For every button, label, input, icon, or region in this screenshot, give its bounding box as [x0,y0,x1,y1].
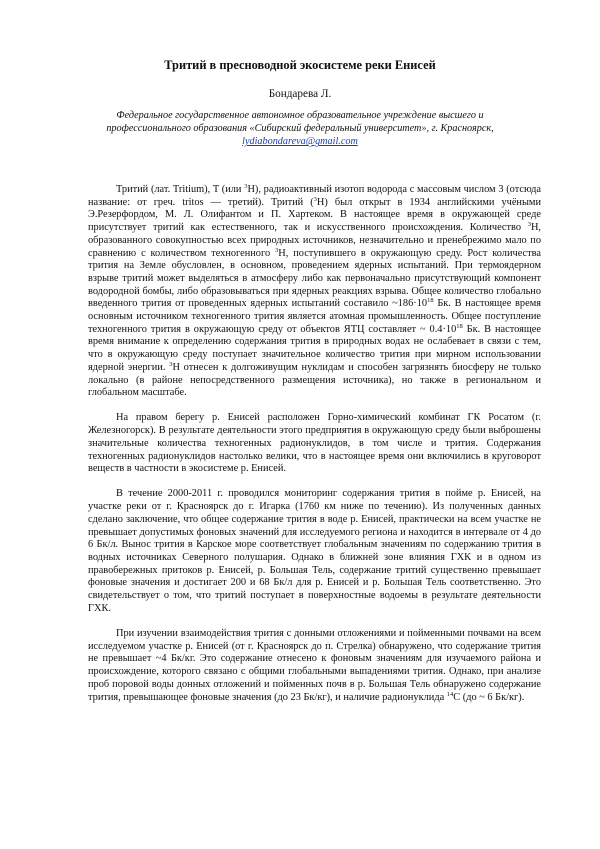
superscript: 3 [244,183,248,190]
paragraph-1 [88,184,541,400]
text-run: H, поступившего в окружающую среду. Рост количества трития на Земле обусловлен, в основном, проведением ядерных испытаний. При термоядерном взрыве тритий может выделяться в атмосферу либо как первоначально присутствующий компонент водородной бомбы, либо образовываться при ядерных реакциях взрыва. Общее количество глобально введенного трития от проведенных ядерных испытаний составило ~186·10 [88,247,541,310]
text-run: C (до ~ 6 Бк/кг). [453,691,525,703]
superscript: 3 [313,195,317,203]
text-run: Тритий (лат. Tritium), T (или [116,184,245,195]
author-email-link[interactable]: lydiabondareva@gmail.com [242,136,358,148]
superscript: 18 [456,322,463,330]
text-run: Бк. В настоящее время внимание к определению содержания трития в природных водах не ослабевает в связи с тем, что в окружающую среду поступает значительное количество трития при мирном использовании ядерной энергии. [88,323,541,373]
text-run: При изучении взаимодействия трития с донными отложениями и пойменными почвами на всем исследуемом участке р. Енисей (от г. Красноярск до п. Стрелка) обнаружено, что содержание трития не превышает ~4 Бк/кг. Это содержание отнесено к фоновым значениям для изучаемого района и происхождение, которого связано с общими глобальными выпадениями трития. Однако, при анализе проб поровой воды донных отложений и пойменных почв в р. Большая Тель обнаружено содержание трития, превышающее фоновые значения (до 23 Бк/кг), и наличие радионуклида [88,628,541,703]
text-run: Бк. В настоящее время основным источником техногенного трития является атомная промышленность. Общее поступление техногенного трития в окружающую среду от объектов ЯТЦ составляет ~ 0.4·10 [88,298,542,335]
paragraph-4 [88,628,541,704]
superscript: 14 [446,690,454,698]
affiliation-line-1: Федеральное государственное автономное образовательное учреждение высшего и [116,110,484,121]
paragraph-2: На правом берегу р. Енисей расположен Горно-химический комбинат ГК Росатом (г. Железногорск). В результате деятельности этого предприятия в окружающую среду были выброшены значительные количества техногенных радионуклидов, в том числе и трития. Содержания техногенных радионуклидов настолько велики, что в настоящее время они включились в круговорот веществ в частности в экосистеме р. Енисей. [88,412,541,475]
text-run: H) был открыт в 1934 английскими учёными Э.Резерфордом, М. Л. Олифантом и П. Хартеком. В настоящее время в окружающей среде присутствует тритий как естественного, так и искусственного происхождения. Количество [88,196,541,234]
article-body [88,184,541,704]
affiliation-line-2: профессионального образования «Сибирский федеральный университет», г. Красноярск, [106,123,494,135]
author-name: Бондарева Л. [268,88,332,100]
paragraph-3: В течение 2000-2011 г. проводился мониторинг содержания трития в пойме р. Енисей, на участке реки от г. Красноярск до г. Игарка (1760 км ниже по течению). Из полученных данных сделано заключение, что общее содержание трития в воде р. Енисей, практически на всем участке не превышает допустимых фоновых значений для исследуемого региона и находится в интервале от 4 до 6 Бк/л. Вынос трития в Карское море соответствует глобальным значениям по содержанию трития в водных источниках Северного полушария. Однако в ближней зоне влияния ГХК и в одном из правобережных притоков р. Енисей, р. Большая Тель, содержание тритий существенно превышает фоновые значения и достигает 200 и 68 Бк/л для р. Енисей и р. Большая Тель соответственно. Это свидетельствует о том, что тритий поступает в поверхностные водоемы в результате деятельности ГХК. [88,488,541,614]
text-run: H отнесен к долгоживущим нуклидам и способен загрязнять биосферу не только локально (в районе непосредственного размещения источника), но также в региональном и глобальном масштабе. [88,361,542,399]
paper-title: Тритий в пресноводной экосистеме реки Енисей [164,58,436,72]
text-run: H, образованного совокупностью всех природных источников, незначительно и пренебрежимо мало по сравнению с количеством техногенного [88,222,541,259]
superscript: 18 [427,297,434,305]
superscript: 3 [527,221,531,229]
text-run: H), радиоактивный изотоп водорода с массовым числом 3 (отсюда название: от греч. tritos — третий). Тритий ( [88,184,541,208]
affiliation [70,109,530,149]
superscript: 3 [275,246,279,254]
superscript: 3 [169,360,173,368]
